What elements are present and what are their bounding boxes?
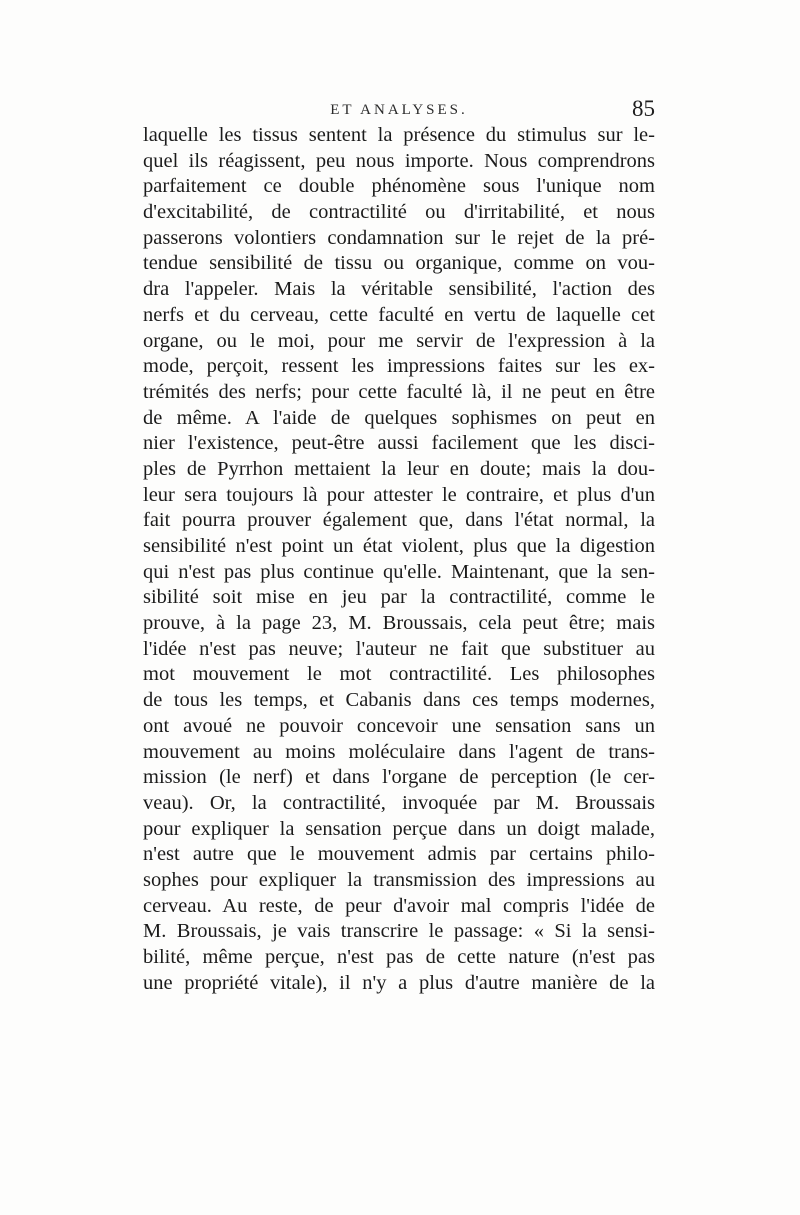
text-line: sibilité soit mise en jeu par la contractilité, comme le <box>143 586 655 609</box>
text-line: sensibilité n'est point un état violent, plus que la digestion <box>143 535 655 557</box>
text-line: tendue sensibilité de tissu ou organique, comme on vou- <box>143 252 655 275</box>
text-line: bilité, même perçue, n'est pas de cette nature (n'est pas <box>143 946 655 968</box>
text-line: de tous les temps, et Cabanis dans ces temps modernes, <box>143 689 655 712</box>
page-number: 85 <box>632 96 655 121</box>
text-line: n'est autre que le mouvement admis par certains philo- <box>143 843 655 866</box>
text-line: cerveau. Au reste, de peur d'avoir mal compris l'idée de <box>143 894 655 917</box>
text-line: passerons volontiers condamnation sur le rejet de la pré- <box>143 226 655 249</box>
text-line: qui n'est pas plus continue qu'elle. Maintenant, que la sen- <box>143 560 655 583</box>
body-text <box>143 123 655 996</box>
text-line: quel ils réagissent, peu nous importe. Nous comprendrons <box>143 149 655 172</box>
text-line: ont avoué ne pouvoir concevoir une sensation sans un <box>143 714 655 737</box>
text-line: parfaitement ce double phénomène sous l'unique nom <box>143 175 655 198</box>
text-line: nerfs et du cerveau, cette faculté en vertu de laquelle cet <box>143 303 655 326</box>
text-line: leur sera toujours là pour attester le contraire, et plus d'un <box>143 483 655 506</box>
text-line: une propriété vitale), il n'y a plus d'autre manière de la <box>143 971 655 994</box>
running-head: ET ANALYSES. <box>330 102 468 118</box>
text-line: sophes pour expliquer la transmission des impressions au <box>143 868 655 891</box>
text-line: trémités des nerfs; pour cette faculté là, il ne peut en être <box>143 380 655 403</box>
text-line: mode, perçoit, ressent les impressions faites sur les ex- <box>143 355 655 378</box>
text-line: mouvement au moins moléculaire dans l'agent de trans- <box>143 740 655 763</box>
text-line: de même. A l'aide de quelques sophismes on peut en <box>143 406 655 429</box>
text-line: prouve, à la page 23, M. Broussais, cela peut être; mais <box>143 612 655 635</box>
text-line: mission (le nerf) et dans l'organe de perception (le cer- <box>143 766 655 789</box>
text-line: d'excitabilité, de contractilité ou d'irritabilité, et nous <box>143 201 655 224</box>
text-line: pour expliquer la sensation perçue dans un doigt malade, <box>143 817 655 840</box>
text-line: veau). Or, la contractilité, invoquée par M. Broussais <box>143 791 655 814</box>
text-line: ples de Pyrrhon mettaient la leur en doute; mais la dou- <box>143 457 655 480</box>
text-line: dra l'appeler. Mais la véritable sensibilité, l'action des <box>143 278 655 301</box>
text-line: fait pourra prouver également que, dans l'état normal, la <box>143 509 655 532</box>
text-line: l'idée n'est pas neuve; l'auteur ne fait que substituer au <box>143 637 655 660</box>
text-line: laquelle les tissus sentent la présence du stimulus sur le- <box>143 124 655 146</box>
page-header <box>143 96 655 126</box>
text-line: nier l'existence, peut-être aussi facilement que les disci- <box>143 432 655 455</box>
text-line: M. Broussais, je vais transcrire le passage: « Si la sensi- <box>143 920 655 943</box>
text-line: mot mouvement le mot contractilité. Les philosophes <box>143 663 655 686</box>
text-line: organe, ou le moi, pour me servir de l'expression à la <box>143 329 655 352</box>
